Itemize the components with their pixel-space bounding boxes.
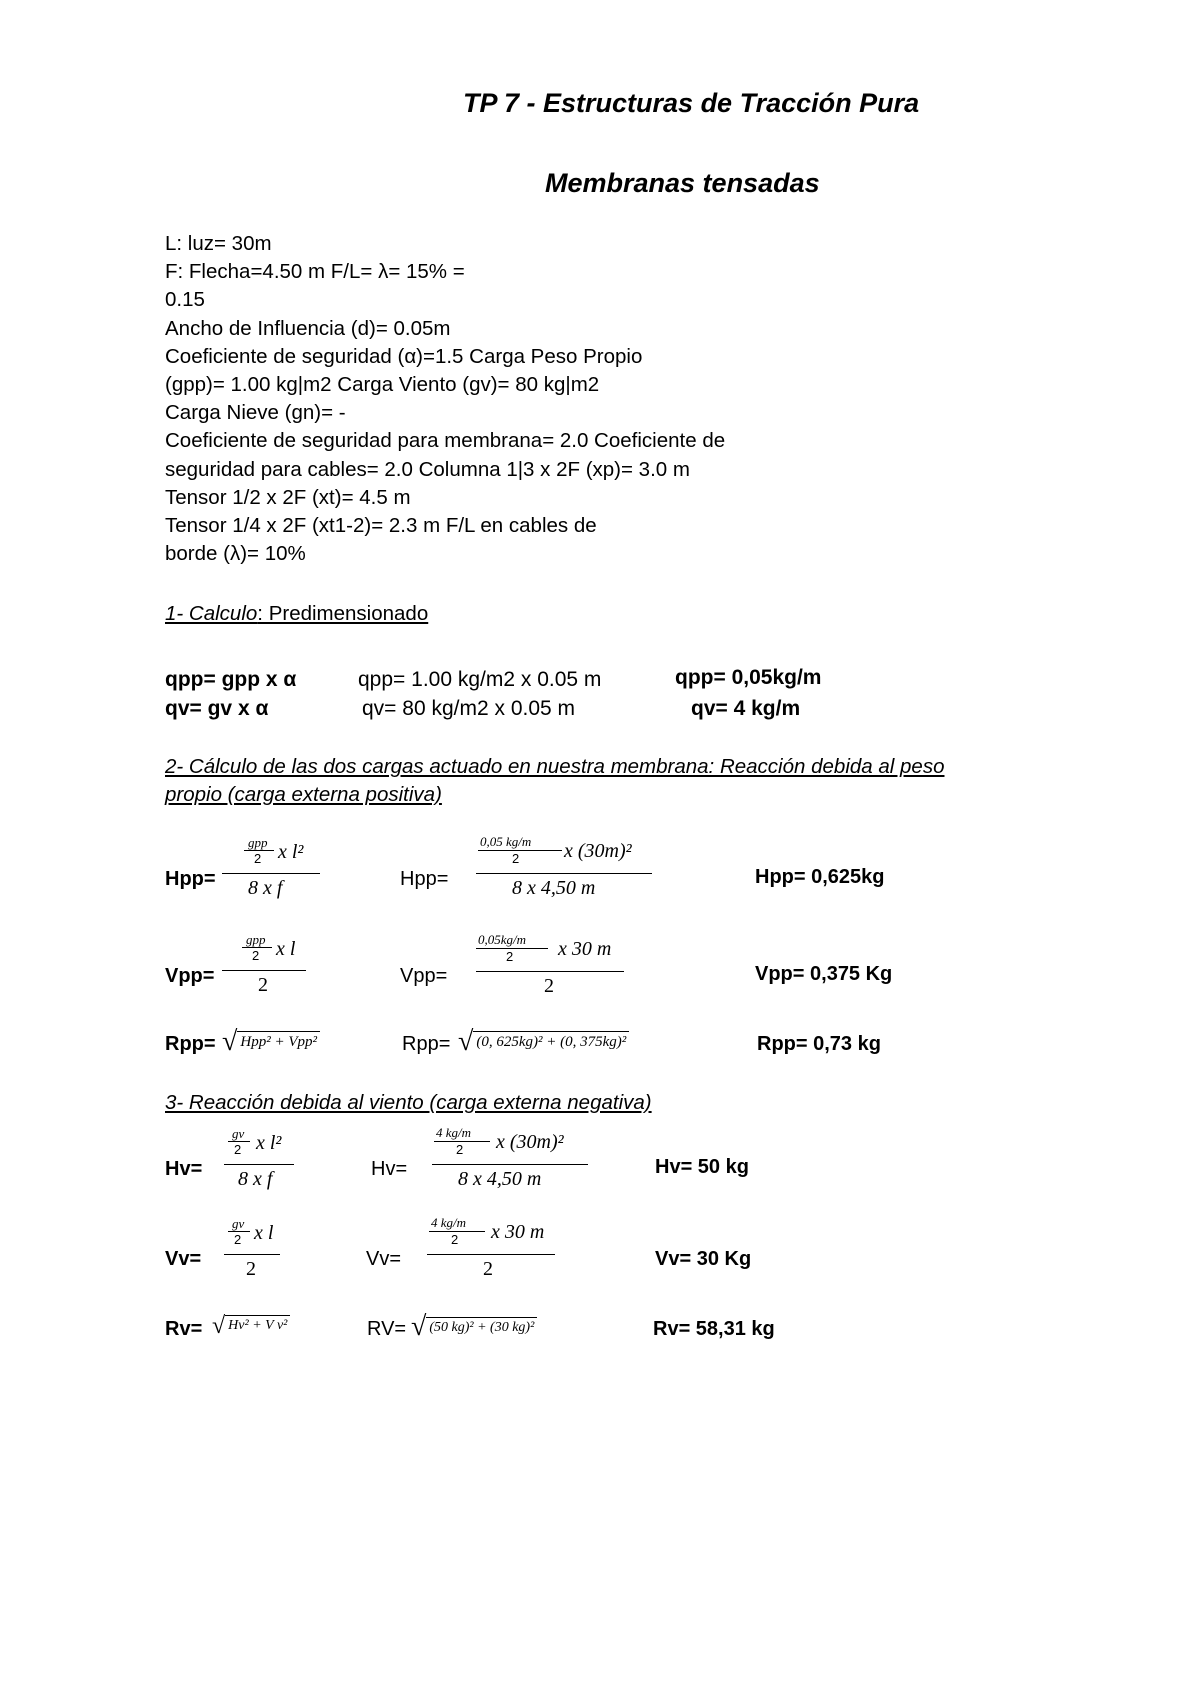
- hpp-calc-fraction: [474, 834, 674, 906]
- hpp-calc-two: 2: [512, 851, 520, 866]
- vpp-result: Vpp= 0,375 Kg: [755, 963, 893, 985]
- rpp-result: Rpp= 0,73 kg: [757, 1033, 881, 1055]
- hpp-bar: [222, 873, 320, 874]
- vpp-calc-fraction: [474, 932, 634, 1004]
- vpp-calc-small: 0,05kg/m: [478, 932, 527, 947]
- data-line: seguridad para cables= 2.0 Columna 1|3 x 2F (xp)= 3.0 m: [165, 457, 690, 481]
- qpp-formula: qpp= gpp x α: [165, 668, 297, 691]
- data-line: 0.15: [165, 288, 205, 312]
- hv-calc-den: 8 x 4,50 m: [458, 1168, 542, 1190]
- data-line: Coeficiente de seguridad (α)=1.5 Carga Peso Propio: [165, 344, 643, 368]
- rv-label: Rv=: [165, 1318, 203, 1340]
- rv-formula-root: [212, 1313, 290, 1340]
- hpp-num-small: gpp: [248, 835, 268, 850]
- qpp-result: qpp= 0,05kg/m: [675, 666, 822, 689]
- vpp-formula-fraction: [218, 932, 318, 1002]
- vv-calc-den: 2: [483, 1258, 493, 1280]
- vpp-calc-two: 2: [506, 949, 514, 964]
- vpp-num-rest: x l: [276, 938, 296, 960]
- vv-calc-bar: [427, 1254, 555, 1255]
- vpp-num-two: 2: [252, 948, 260, 963]
- hpp-num-two: 2: [254, 851, 262, 866]
- hv-calc-small: 4 kg/m: [436, 1125, 472, 1140]
- data-line: (gpp)= 1.00 kg|m2 Carga Viento (gv)= 80 kg|m2: [165, 373, 600, 397]
- hpp-num-rest: x l²: [278, 841, 304, 863]
- hpp-label: Hpp=: [165, 868, 216, 890]
- sqrt-icon: √: [411, 1311, 427, 1342]
- section-1-heading-italic: 1- Calculo: [165, 602, 258, 625]
- hv-num-rest: x l²: [256, 1132, 282, 1154]
- sqrt-icon: √: [212, 1313, 226, 1339]
- section-2-heading-line2: propio (carga externa positiva): [165, 783, 442, 806]
- hpp-result: Hpp= 0,625kg: [755, 866, 885, 888]
- vpp-bar: [222, 970, 306, 971]
- rv-radicand: Hv² + V v²: [225, 1315, 290, 1333]
- data-line: Tensor 1/2 x 2F (xt)= 4.5 m: [165, 485, 411, 509]
- hpp-calc-den: 8 x 4,50 m: [512, 877, 596, 899]
- qv-formula: qv= gv x α: [165, 697, 269, 720]
- hpp-label-2: Hpp=: [400, 868, 449, 890]
- rv-label-2: RV=: [367, 1318, 407, 1340]
- rpp-radicand: Hpp² + Vpp²: [237, 1031, 320, 1050]
- hv-bar: [224, 1164, 294, 1165]
- vv-calc-two: 2: [451, 1232, 459, 1247]
- vpp-calc-den: 2: [544, 975, 554, 997]
- vpp-label-2: Vpp=: [400, 965, 448, 987]
- vpp-calc-rest: x 30 m: [558, 938, 612, 960]
- vv-formula-fraction: [218, 1216, 298, 1286]
- section-3-heading: 3- Reacción debida al viento (carga externa negativa): [165, 1091, 652, 1114]
- vv-calc-small: 4 kg/m: [431, 1215, 467, 1230]
- hpp-calc-small: 0,05 kg/m: [480, 834, 532, 849]
- vv-label: Vv=: [165, 1248, 202, 1270]
- sqrt-icon: √: [458, 1026, 474, 1057]
- rpp-label-2: Rpp=: [402, 1033, 451, 1055]
- rv-calc-radicand: (50 kg)² + (30 kg)²: [426, 1317, 537, 1335]
- vv-den: 2: [246, 1258, 256, 1280]
- section-1-heading: [165, 602, 428, 626]
- sqrt-icon: √: [222, 1026, 238, 1057]
- qv-result: qv= 4 kg/m: [691, 697, 801, 720]
- vv-label-2: Vv=: [366, 1248, 402, 1270]
- data-line: F: Flecha=4.50 m F/L= λ= 15% =: [165, 260, 465, 284]
- rv-calc-root: [411, 1311, 537, 1343]
- vpp-num-small: gpp: [246, 932, 266, 947]
- vv-bar: [224, 1254, 280, 1255]
- hpp-calc-bar: [476, 873, 652, 874]
- data-line: Carga Nieve (gn)= -: [165, 401, 346, 425]
- rpp-label: Rpp=: [165, 1033, 216, 1055]
- data-line: Ancho de Influencia (d)= 0.05m: [165, 316, 451, 340]
- vv-num-small: gv: [232, 1216, 245, 1231]
- data-block: [165, 230, 725, 568]
- section-1-heading-rest: : Predimensionado: [257, 602, 429, 625]
- qv-calc: qv= 80 kg/m2 x 0.05 m: [362, 697, 576, 720]
- data-line: Coeficiente de seguridad para membrana= 2.0 Coeficiente de: [165, 429, 726, 453]
- vpp-label: Vpp=: [165, 965, 215, 987]
- vv-num-two: 2: [234, 1232, 242, 1247]
- page-subtitle: Membranas tensadas: [545, 168, 820, 198]
- hv-formula-fraction: [218, 1126, 308, 1196]
- hv-label-2: Hv=: [371, 1158, 408, 1180]
- rpp-calc-root: [458, 1026, 629, 1058]
- rpp-calc-radicand: (0, 625kg)² + (0, 375kg)²: [473, 1031, 629, 1050]
- vv-calc-rest: x 30 m: [491, 1221, 545, 1243]
- hpp-calc-rest: x (30m)²: [564, 840, 632, 862]
- vpp-calc-bar: [476, 971, 624, 972]
- hv-calc-rest: x (30m)²: [496, 1131, 564, 1153]
- hpp-den: 8 x f: [248, 877, 283, 899]
- vv-calc-fraction: [425, 1215, 565, 1287]
- hv-den: 8 x f: [238, 1168, 273, 1190]
- page-title: TP 7 - Estructuras de Tracción Pura: [463, 88, 920, 118]
- hv-num-two: 2: [234, 1142, 242, 1157]
- data-line: borde (λ)= 10%: [165, 542, 306, 566]
- vpp-den: 2: [258, 974, 268, 996]
- hv-calc-fraction: [430, 1125, 610, 1197]
- section-2-heading-line1: 2- Cálculo de las dos cargas actuado en nuestra membrana: Reacción debida al peso: [165, 755, 945, 778]
- rpp-formula-root: [222, 1026, 320, 1058]
- data-line: L: luz= 30m: [165, 232, 272, 255]
- hpp-formula-fraction: [218, 835, 322, 905]
- vv-result: Vv= 30 Kg: [655, 1248, 752, 1270]
- data-line: Tensor 1/4 x 2F (xt1-2)= 2.3 m F/L en cables de: [165, 514, 597, 538]
- hv-calc-two: 2: [456, 1142, 464, 1157]
- hv-label: Hv=: [165, 1158, 203, 1180]
- hv-calc-bar: [432, 1164, 588, 1165]
- hv-result: Hv= 50 kg: [655, 1156, 749, 1178]
- qpp-calc: qpp= 1.00 kg/m2 x 0.05 m: [358, 668, 602, 691]
- hv-num-small: gv: [232, 1126, 245, 1141]
- vv-num-rest: x l: [254, 1222, 274, 1244]
- hpp-calc-num-bar: [478, 850, 562, 851]
- rv-result: Rv= 58,31 kg: [653, 1318, 775, 1340]
